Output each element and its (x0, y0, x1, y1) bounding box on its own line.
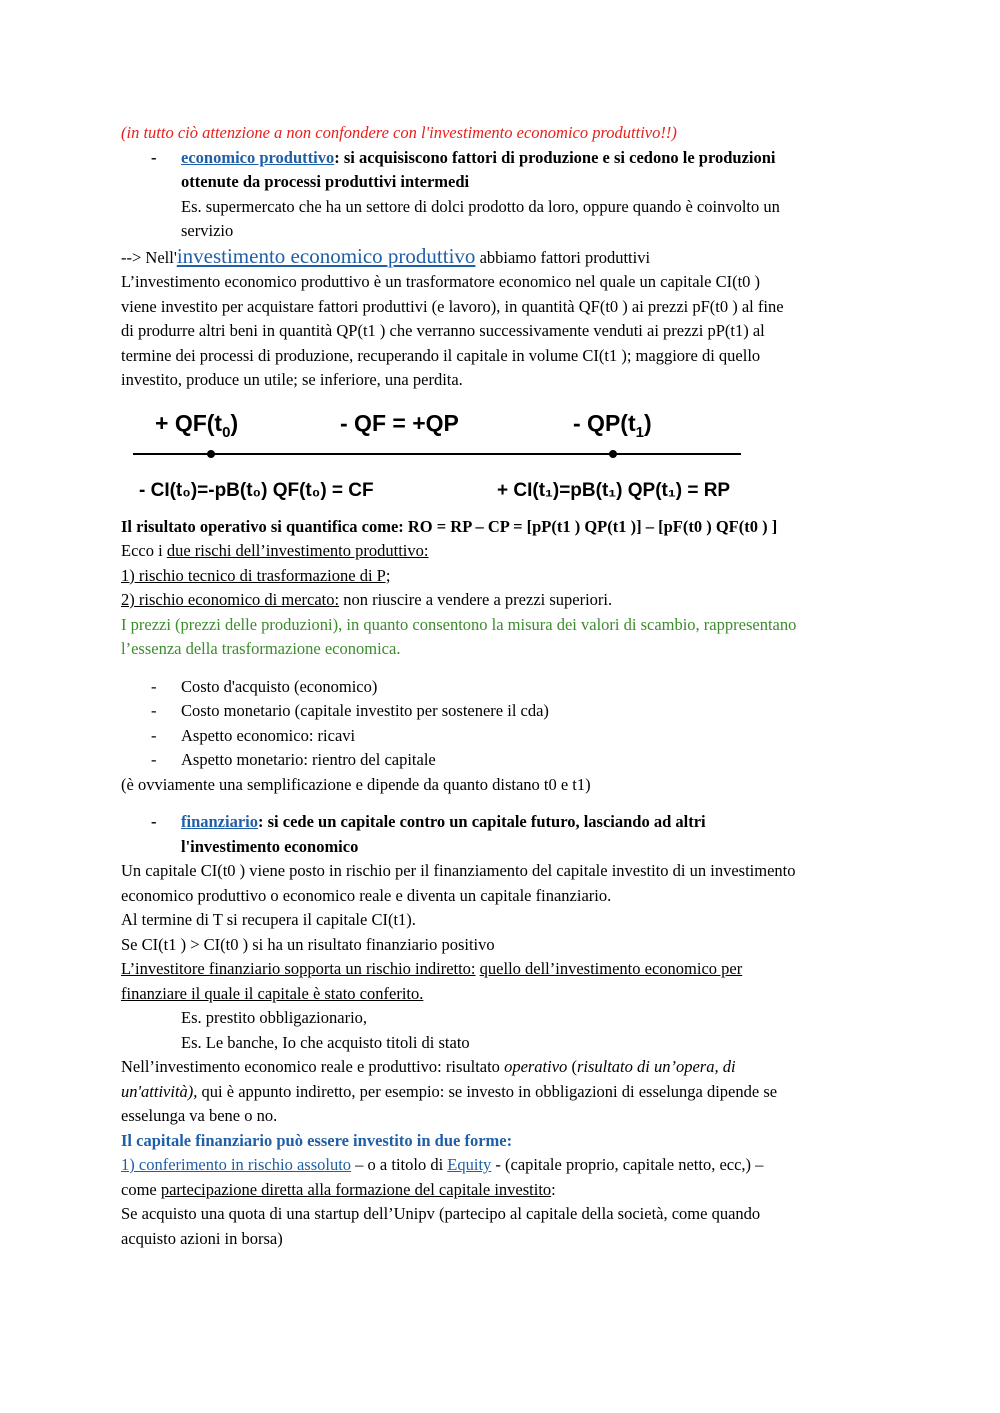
list-item: - Aspetto monetario: rientro del capitale (151, 750, 436, 769)
paragraph-line: di produrre altri beni in quantità QP(t1 ) che verranno successivamente venduti ai prezzi pP(t1) al (121, 321, 765, 340)
bullet-finanziario: - finanziario: si cede un capitale contro un capitale futuro, lasciando ad altri l'investimento economico (151, 812, 706, 856)
bullet1-example-line1: Es. supermercato che ha un settore di dolci prodotto da loro, oppure quando è coinvolto un (181, 196, 780, 216)
bullet-dash: - (151, 812, 157, 831)
bullet-dash: - (151, 147, 157, 167)
timeline-svg (121, 393, 781, 515)
list-item: - Aspetto economico: ricavi (151, 725, 356, 745)
bullet1-line2: ottenute da processi produttivi intermedi (181, 172, 470, 191)
diagram-top-right: - $QP(t_1)$ (573, 409, 652, 441)
diagram-top-left: + $QF(t_0)$ (155, 409, 239, 441)
diagram-bottom-right: + CI(t₁)=pB(t₁) QP(t₁) = RP (497, 479, 731, 501)
example-line: Es. prestito obbligazionario, (181, 1008, 368, 1027)
link-finanziario[interactable]: finanziario (181, 812, 258, 831)
simplification-note: (è ovviamente una semplificazione e dipende da quanto distano t0 e t1) (121, 774, 591, 794)
link-investimento-economico-produttivo[interactable]: investimento economico produttivo (176, 243, 476, 268)
forms-heading: Il capitale finanziario può essere investito in due forme: (121, 1130, 513, 1150)
ro-formula: Il risultato operativo si quantifica come: RO = RP – CP = [pP(t1 ) QP(t1 )] – [pF(t0 ) QF(t0 ) ] (121, 516, 778, 536)
paragraph-line: viene investito per acquistare fattori produttivi (e lavoro), in quantità QF(t0 ) ai prezzi pF(t0 ) al fine (121, 296, 784, 316)
bullet1-text: : si acquisiscono fattori di produzione e si cedono le produzioni (334, 147, 776, 167)
investment-timeline-diagram (121, 393, 891, 515)
document-content (121, 121, 891, 1251)
indirect-risk-line1: L’investitore finanziario sopporta un rischio indiretto: quello dell’investimento economico per (121, 959, 743, 978)
final-paragraph-line2: acquisto azioni in borsa) (121, 1228, 283, 1248)
paragraph-capitale-finanziario: Un capitale CI(t0 ) viene posto in rischio per il finanziamento del capitale investito di un investimento economico produttivo o economico reale e diventa un capitale finanziario. Al termine di T si recupera il capitale CI(t1). Se CI(t1 ) > CI(t0 ) si ha un risultato finanziario positivo (121, 861, 796, 954)
operativo-line3: esselunga va bene o no. (121, 1106, 278, 1125)
bullet1-example-line2: servizio (181, 221, 234, 240)
indirect-risk-line2: finanziare il quale il capitale è stato conferito. (121, 983, 424, 1003)
operativo-line1: Nell’investimento economico reale e produttivo: risultato operativo (risultato di un’opera, di (121, 1057, 736, 1076)
link-economico-produttivo[interactable]: economico produttivo (181, 147, 335, 167)
timeline-point-t0 (207, 450, 215, 458)
diagram-top-middle: - QF = +QP (340, 409, 459, 436)
cost-list (121, 675, 891, 773)
arrow-line (121, 244, 891, 271)
diagram-bottom-left: - CI(t₀)=-pB(t₀) QF(t₀) = CF (139, 479, 374, 501)
form1-line2: come partecipazione diretta alla formazione del capitale investito: (121, 1179, 556, 1199)
final-paragraph-line1: Se acquisto una quota di una startup dell’Unipv (partecipo al capitale della società, come quando (121, 1204, 761, 1223)
risks-intro: Ecco i due rischi dell’investimento produttivo: (121, 541, 429, 560)
example-line: Es. Le banche, Io che acquisto titoli di stato (181, 1032, 470, 1052)
risk-2: 2) rischio economico di mercato: non riuscire a vendere a prezzi superiori. (121, 590, 613, 609)
risk-1: 1) rischio tecnico di trasformazione di P; (121, 565, 391, 585)
paragraph-line: termine dei processi di produzione, recuperando il capitale in volume CI(t1 ); maggiore di quello (121, 345, 761, 365)
paragraph-line: investito, produce un utile; se inferiore, una perdita. (121, 370, 463, 389)
timeline-point-t1 (609, 450, 617, 458)
link-equity[interactable]: Equity (447, 1155, 492, 1174)
arrow-prefix: --> Nell' (121, 247, 177, 267)
paragraph-trasformatore (121, 270, 891, 393)
list-item: - Costo monetario (capitale investito per sostenere il cda) (151, 701, 549, 720)
bullet-economico-produttivo (121, 146, 891, 244)
arrow-suffix: abbiamo fattori produttivi (475, 247, 651, 267)
form1-line1: 1) conferimento in rischio assoluto – o a titolo di Equity - (capitale proprio, capitale netto, ecc,) – (121, 1155, 764, 1174)
paragraph-line: L’investimento economico produttivo è un trasformatore economico nel quale un capitale CI(t0 ) (121, 272, 761, 291)
operativo-line2: un'attività), qui è appunto indiretto, per esempio: se investo in obbligazioni di esselunga dipende se (121, 1081, 778, 1101)
list-item: - Costo d'acquisto (economico) (151, 676, 378, 696)
link-conferimento-rischio-assoluto[interactable]: 1) conferimento in rischio assoluto (121, 1155, 352, 1174)
prices-note: I prezzi (prezzi delle produzioni), in quanto consentono la misura dei valori di scambio, rappresentano l’essenza della trasformazione economica. (121, 614, 797, 658)
intro-note: (in tutto ciò attenzione a non confondere con l'investimento economico produttivo!!) (121, 123, 677, 142)
